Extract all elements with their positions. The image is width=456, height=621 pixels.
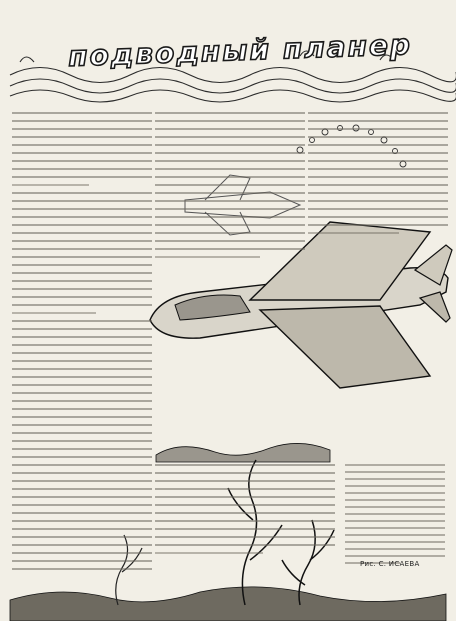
article-column-3-top [308,112,448,240]
illustration-caption [345,464,445,569]
article-column-2-top [155,112,305,264]
article-column-1 [12,112,152,576]
page-title: подводный планер [67,27,413,73]
illustration-credit: Рис. С. ИСАЕВА [360,560,420,568]
article-column-2-bottom [155,464,335,560]
